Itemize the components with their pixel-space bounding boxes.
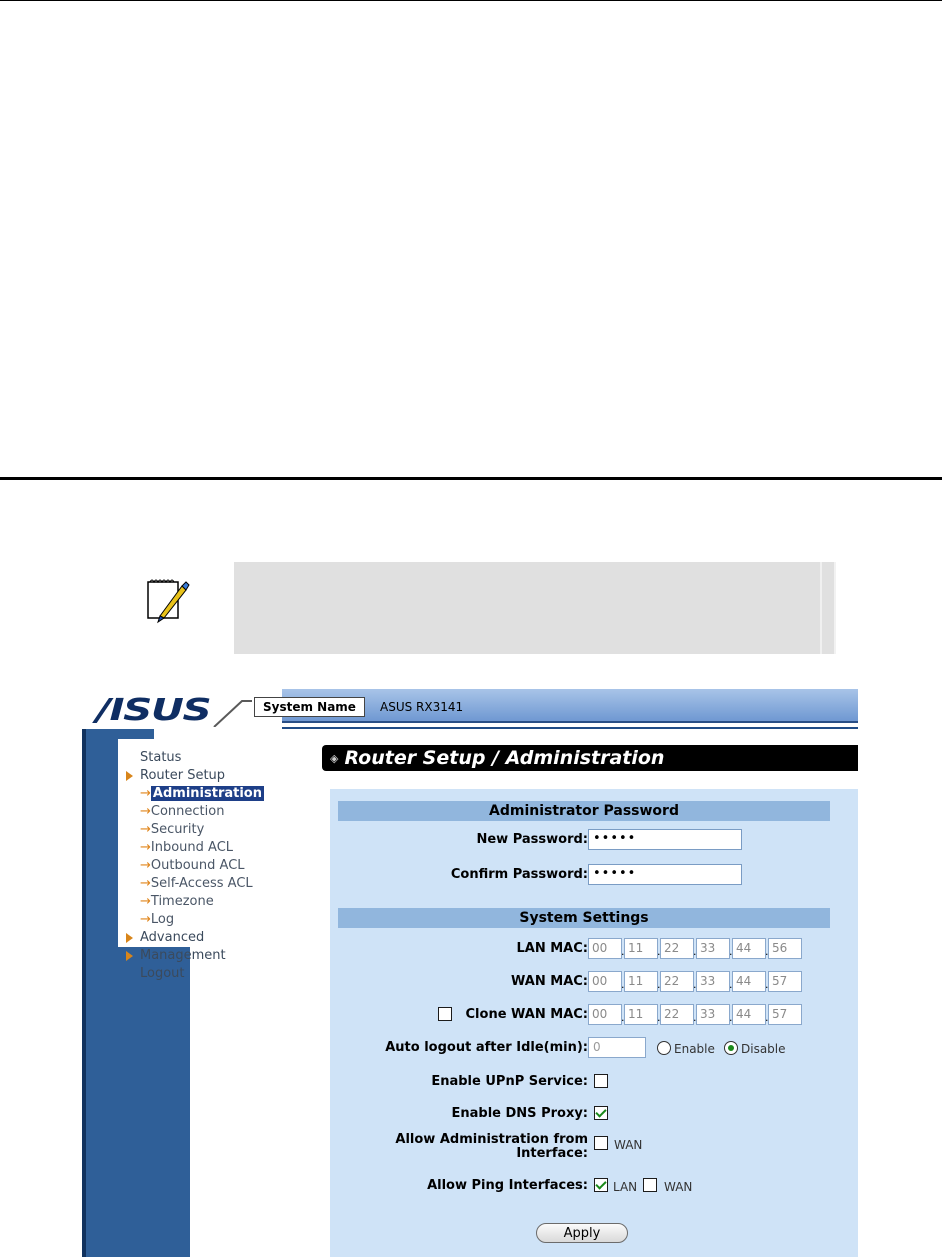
auto-logout-label: Auto logout after Idle(min):: [385, 1040, 588, 1055]
page-title: [322, 745, 858, 771]
arrow-right-icon: →: [140, 840, 151, 855]
sidebar-item-label: Router Setup: [140, 768, 226, 783]
sidebar-item-label: Log: [150, 912, 175, 927]
arrow-right-icon: →: [140, 858, 151, 873]
clone-wan-mac-checkbox[interactable]: [438, 1007, 452, 1021]
lan-mac-label: LAN MAC:: [516, 941, 588, 956]
mac-octet-input[interactable]: 33: [696, 938, 730, 959]
mac-octet-input[interactable]: 22: [660, 971, 694, 992]
top-rule: [0, 0, 942, 1]
arrow-right-icon: →: [140, 876, 151, 891]
mac-octet-input[interactable]: 33: [696, 971, 730, 992]
sidebar-item-label: Logout: [140, 966, 185, 981]
router-ui-screenshot: [82, 689, 858, 1257]
mac-separator: .: [657, 978, 661, 991]
confirm-password-label: Confirm Password:: [450, 867, 588, 882]
sidebar-item-label: Outbound ACL: [150, 858, 245, 873]
sidebar-item[interactable]: [126, 821, 264, 839]
sidebar-item[interactable]: [126, 749, 264, 767]
sidebar-item[interactable]: [126, 839, 264, 857]
sidebar-item[interactable]: [126, 947, 264, 965]
sidebar-item-label: Self-Access ACL: [150, 876, 253, 891]
arrow-right-icon: →: [140, 894, 151, 909]
mac-separator: .: [765, 978, 769, 991]
sidebar-menu: [118, 739, 298, 981]
mac-separator: .: [693, 1011, 697, 1024]
ping-wan-label: WAN: [664, 1180, 693, 1194]
expand-triangle-icon: [126, 771, 133, 781]
logo-swoosh-icon: [212, 697, 252, 727]
expand-triangle-icon: [126, 951, 133, 961]
dns-proxy-row: [330, 1103, 858, 1125]
mac-octet-input[interactable]: 11: [624, 1004, 658, 1025]
ping-lan-label: LAN: [613, 1180, 638, 1194]
auto-logout-input[interactable]: 0: [588, 1037, 646, 1058]
new-password-row: [330, 829, 858, 851]
expand-triangle-icon: [126, 933, 133, 943]
left-band-lower: [154, 939, 190, 1257]
mac-octet-input[interactable]: 57: [768, 1004, 802, 1025]
mac-separator: .: [729, 1011, 733, 1024]
wan-mac-row: [330, 971, 858, 993]
sidebar-item[interactable]: [126, 911, 264, 929]
sidebar-item-label: Timezone: [150, 894, 214, 909]
mac-separator: .: [693, 978, 697, 991]
new-password-label: New Password:: [476, 832, 588, 847]
sidebar-item[interactable]: [126, 929, 264, 947]
dns-proxy-checkbox[interactable]: [594, 1106, 608, 1120]
sidebar-item[interactable]: [126, 767, 264, 785]
lan-mac-row: [330, 938, 858, 960]
mac-separator: .: [657, 1011, 661, 1024]
upnp-row: [330, 1071, 858, 1093]
upnp-label: Enable UPnP Service:: [431, 1074, 588, 1089]
system-settings-heading: System Settings: [338, 908, 830, 928]
disable-label: Disable: [741, 1042, 786, 1056]
confirm-password-row: [330, 864, 858, 886]
mac-octet-input[interactable]: 33: [696, 1004, 730, 1025]
allow-admin-label: [395, 1133, 588, 1161]
allow-admin-wan-checkbox[interactable]: [594, 1136, 608, 1150]
ping-lan-checkbox[interactable]: [594, 1178, 608, 1192]
ping-wan-checkbox[interactable]: [643, 1178, 657, 1192]
mac-octet-input[interactable]: 11: [624, 971, 658, 992]
wan-mac-label: WAN MAC:: [511, 974, 588, 989]
sidebar-item-label: Connection: [150, 804, 225, 819]
page-title-text: Router Setup / Administration: [344, 747, 665, 769]
mac-octet-input[interactable]: 00: [588, 938, 622, 959]
logo-area: [82, 689, 282, 729]
allow-admin-wan-label: WAN: [614, 1138, 643, 1152]
allow-admin-label-line2: Interface:: [516, 1146, 588, 1161]
system-name-label: System Name: [254, 697, 365, 717]
mac-separator: .: [729, 978, 733, 991]
arrow-right-icon: →: [140, 786, 151, 801]
auto-logout-disable-radio[interactable]: [724, 1041, 738, 1055]
sidebar-item[interactable]: [126, 893, 264, 911]
mac-octet-input[interactable]: 22: [660, 938, 694, 959]
sidebar-item-label: Management: [140, 948, 226, 963]
sidebar-item[interactable]: [126, 875, 264, 893]
mac-separator: .: [621, 945, 625, 958]
notepad-icon: [146, 576, 190, 624]
allow-admin-row: [330, 1132, 858, 1161]
arrow-right-icon: →: [140, 804, 151, 819]
mac-separator: .: [765, 1011, 769, 1024]
sidebar-item-label: Status: [140, 750, 182, 765]
mac-octet-input[interactable]: 00: [588, 1004, 622, 1025]
confirm-password-input[interactable]: •••••: [588, 864, 742, 885]
arrow-right-icon: →: [140, 912, 151, 927]
new-password-input[interactable]: •••••: [588, 829, 742, 850]
system-name-value: ASUS RX3141: [380, 700, 464, 714]
auto-logout-enable-radio[interactable]: [657, 1041, 671, 1055]
note-box: [234, 562, 836, 654]
sidebar-item[interactable]: [126, 785, 264, 803]
allow-ping-label: Allow Ping Interfaces:: [427, 1178, 588, 1193]
mac-octet-input[interactable]: 56: [768, 938, 802, 959]
mac-separator: .: [729, 945, 733, 958]
mac-octet-input[interactable]: 11: [624, 938, 658, 959]
clone-wan-mac-label: Clone WAN MAC:: [465, 1007, 588, 1022]
title-bullet-icon: ◈: [330, 752, 339, 765]
mac-separator: .: [621, 1011, 625, 1024]
admin-password-heading: Administrator Password: [338, 801, 830, 821]
apply-button[interactable]: Apply: [536, 1223, 628, 1243]
mac-octet-input[interactable]: 44: [732, 1004, 766, 1025]
sidebar-item[interactable]: [126, 965, 264, 983]
upnp-checkbox[interactable]: [594, 1074, 608, 1088]
mac-octet-input[interactable]: 44: [732, 938, 766, 959]
section-rule: [0, 477, 942, 480]
sidebar-item-label: Administration: [152, 786, 262, 801]
auto-logout-row: [330, 1037, 858, 1059]
mac-separator: .: [657, 945, 661, 958]
allow-ping-row: [330, 1175, 858, 1197]
enable-label: Enable: [674, 1042, 715, 1056]
settings-panel: [330, 789, 858, 1257]
mac-separator: .: [765, 945, 769, 958]
sidebar-item[interactable]: [126, 857, 264, 875]
clone-wan-mac-row: [330, 1004, 858, 1026]
mac-octet-input[interactable]: 44: [732, 971, 766, 992]
sidebar-item-label: Inbound ACL: [150, 840, 234, 855]
mac-octet-input[interactable]: 57: [768, 971, 802, 992]
sidebar-item-label: Advanced: [140, 930, 205, 945]
allow-admin-label-line1: Allow Administration from: [395, 1132, 588, 1147]
arrow-right-icon: →: [140, 822, 151, 837]
mac-octet-input[interactable]: 22: [660, 1004, 694, 1025]
mac-separator: .: [693, 945, 697, 958]
mac-octet-input[interactable]: 00: [588, 971, 622, 992]
sidebar-item-label: Security: [150, 822, 205, 837]
dns-proxy-label: Enable DNS Proxy:: [451, 1106, 588, 1121]
mac-separator: .: [621, 978, 625, 991]
asus-logo: /ISUS: [96, 693, 211, 728]
sidebar-item[interactable]: [126, 803, 264, 821]
